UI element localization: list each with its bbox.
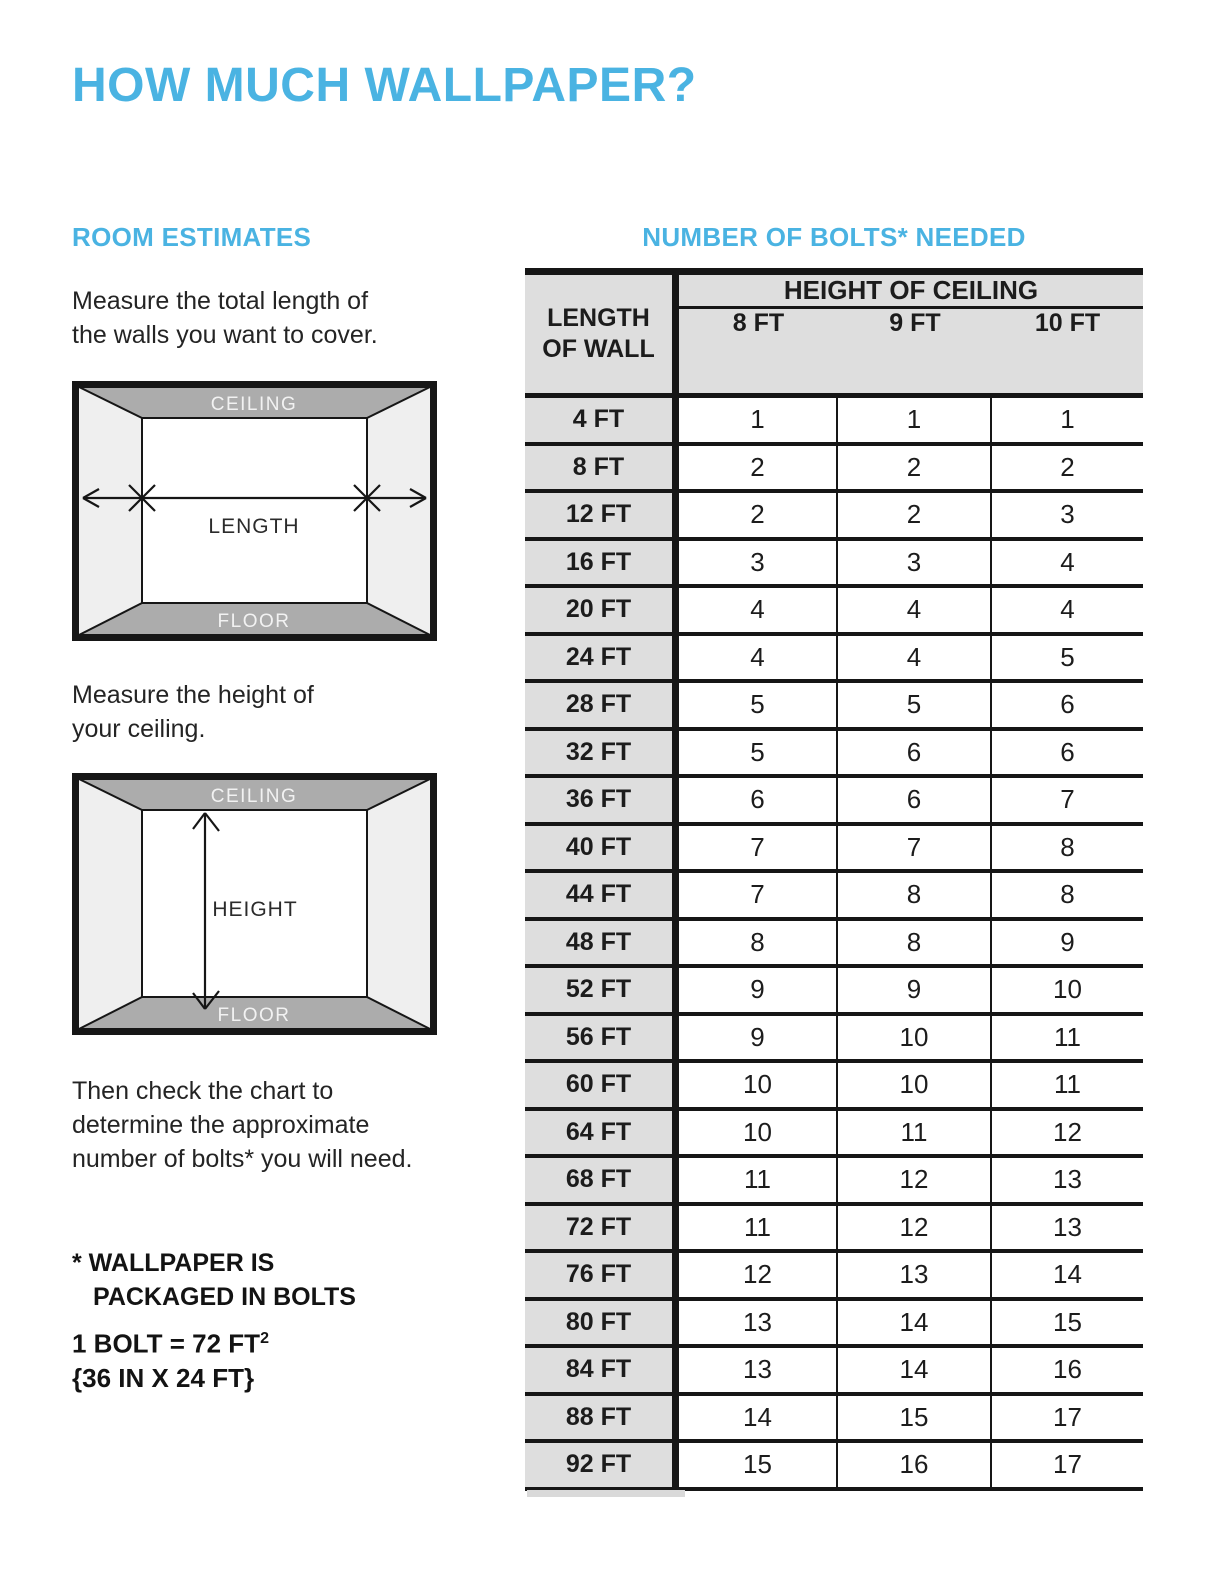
bolt-count-cell: 5 [1060, 641, 1075, 672]
floor-label: FLOOR [217, 1005, 291, 1026]
table-row [525, 1063, 1143, 1111]
bolt-count-cell: 8 [1060, 879, 1075, 910]
step3-line2: determine the approximate [72, 1111, 370, 1139]
table-row [525, 588, 1143, 636]
bolt-count-cell: 14 [1053, 1259, 1082, 1290]
bolt-count-cell: 8 [838, 873, 992, 917]
length-of-wall-header [525, 275, 679, 393]
bolt-count-cell: 9 [679, 968, 838, 1012]
bolt-count-cell: 7 [1060, 784, 1075, 815]
bolt-count-cell: 9 [838, 968, 992, 1012]
table-row [525, 968, 1143, 1016]
table-row [525, 731, 1143, 779]
bolt-count-cell: 5 [679, 683, 838, 727]
bolt-count-cell: 6 [1060, 689, 1075, 720]
bolt-count-cell: 4 [1060, 594, 1075, 625]
column-header-10ft: 10 FT [1034, 309, 1101, 337]
bolt-count-cell: 11 [1054, 1069, 1081, 1100]
bolt-count-cell: 1 [679, 398, 838, 442]
step2-text [72, 678, 314, 746]
step3-text [72, 1074, 412, 1176]
bolt-count-cell: 9 [1060, 926, 1075, 957]
bolt-count-cell: 4 [679, 588, 838, 632]
bolt-count-cell: 15 [838, 1396, 992, 1440]
step2-line1: Measure the height of [72, 681, 314, 709]
bolt-count-cell: 16 [838, 1443, 992, 1487]
table-row [525, 398, 1143, 446]
bolt-count-cell: 13 [679, 1301, 838, 1345]
bolt-count-cell: 6 [679, 778, 838, 822]
bolt-count-cell: 14 [838, 1301, 992, 1345]
bolts-table [525, 268, 1143, 1491]
wall-length-cell: 88 FT [525, 1396, 679, 1440]
bolts-needed-heading: NUMBER OF BOLTS* NEEDED [642, 222, 1026, 252]
bolt-count-cell: 13 [679, 1348, 838, 1392]
table-row [525, 1206, 1143, 1254]
table-row [525, 778, 1143, 826]
bolt-count-cell: 7 [679, 873, 838, 917]
wall-length-cell: 8 FT [525, 446, 679, 490]
wall-length-cell: 20 FT [525, 588, 679, 632]
bolt-count-cell: 14 [679, 1396, 838, 1440]
length-label: LENGTH [208, 515, 300, 538]
bolt-count-cell: 5 [838, 683, 992, 727]
bolt-count-cell: 2 [838, 493, 992, 537]
bolt-count-cell: 11 [1054, 1021, 1081, 1052]
bolt-count-cell: 2 [679, 446, 838, 490]
right-wall [367, 778, 432, 1030]
left-wall [77, 778, 142, 1030]
bolt-count-cell: 4 [838, 588, 992, 632]
table-row [525, 493, 1143, 541]
bolt-count-cell: 11 [679, 1158, 838, 1202]
table-row [525, 1396, 1143, 1444]
bolt-count-cell: 2 [838, 446, 992, 490]
step2-line2: your ceiling. [72, 715, 206, 743]
table-row [525, 446, 1143, 494]
wall-length-cell: 60 FT [525, 1063, 679, 1107]
bolt-count-cell: 7 [679, 826, 838, 870]
footnote-line1: * WALLPAPER IS [72, 1249, 275, 1277]
step3-line1: Then check the chart to [72, 1077, 334, 1105]
bolts-footnote [72, 1246, 356, 1314]
footnote-line2: PACKAGED IN BOLTS [93, 1283, 356, 1311]
table-row [525, 541, 1143, 589]
room-estimates-heading: ROOM ESTIMATES [72, 222, 312, 252]
bolt-count-cell: 10 [838, 1016, 992, 1060]
bolt-count-cell: 8 [679, 921, 838, 965]
wall-length-cell: 52 FT [525, 968, 679, 1012]
bolt-count-cell: 12 [838, 1206, 992, 1250]
bolt-count-cell: 13 [1053, 1211, 1082, 1242]
floor-label: FLOOR [217, 611, 291, 632]
bolt-count-cell: 9 [679, 1016, 838, 1060]
bolt-count-cell: 17 [1053, 1449, 1082, 1480]
table-header [525, 275, 1143, 398]
wall-length-cell: 48 FT [525, 921, 679, 965]
bolt-count-cell: 15 [679, 1443, 838, 1487]
bolt-count-cell: 1 [1060, 404, 1075, 435]
bolt-count-cell: 11 [838, 1111, 992, 1155]
bolt-count-cell: 12 [679, 1253, 838, 1297]
table-row [525, 1348, 1143, 1396]
table-row [525, 636, 1143, 684]
table-row [525, 1016, 1143, 1064]
bolt-count-cell: 16 [1053, 1354, 1082, 1385]
wall-length-cell: 32 FT [525, 731, 679, 775]
wall-length-cell: 92 FT [525, 1443, 679, 1487]
bolt-count-cell: 5 [679, 731, 838, 775]
table-row [525, 1111, 1143, 1159]
wall-length-cell: 80 FT [525, 1301, 679, 1345]
bolt-count-cell: 15 [1053, 1306, 1082, 1337]
bolt-count-cell: 12 [838, 1158, 992, 1202]
bolt-count-cell: 10 [1053, 974, 1082, 1005]
height-of-ceiling-header: HEIGHT OF CEILING [679, 275, 1143, 309]
wall-length-cell: 12 FT [525, 493, 679, 537]
table-row [525, 921, 1143, 969]
bolt-count-cell: 3 [838, 541, 992, 585]
table-row [525, 1253, 1143, 1301]
bolt-count-cell: 8 [838, 921, 992, 965]
wall-length-cell: 44 FT [525, 873, 679, 917]
wall-length-cell: 76 FT [525, 1253, 679, 1297]
wall-length-cell: 16 FT [525, 541, 679, 585]
wall-length-cell: 36 FT [525, 778, 679, 822]
step1-text [72, 284, 378, 352]
wall-length-cell: 40 FT [525, 826, 679, 870]
bolt-count-cell: 14 [838, 1348, 992, 1392]
column-header-8ft: 8 FT [732, 309, 785, 337]
bolt-size-line1 [72, 1322, 269, 1361]
bolt-count-cell: 17 [1053, 1401, 1082, 1432]
height-label: HEIGHT [212, 898, 298, 921]
bolt-count-cell: 6 [1060, 736, 1075, 767]
bolt-count-cell: 8 [1060, 831, 1075, 862]
wall-length-cell: 68 FT [525, 1158, 679, 1202]
room-height-diagram [72, 773, 437, 1035]
page-title: HOW MUCH WALLPAPER? [72, 59, 697, 112]
wall-length-cell: 84 FT [525, 1348, 679, 1392]
bolts-table-body [525, 398, 1143, 1491]
bolt-count-cell: 11 [679, 1206, 838, 1250]
bolt-count-cell: 2 [1060, 451, 1075, 482]
bolt-count-cell: 12 [1053, 1116, 1082, 1147]
wall-length-cell: 64 FT [525, 1111, 679, 1155]
bolt-size-line2: {36 IN X 24 FT} [72, 1362, 255, 1393]
table-row [525, 826, 1143, 874]
ceiling-height-columns [679, 309, 1143, 338]
bolt-count-cell: 4 [1060, 546, 1075, 577]
bolt-count-cell: 3 [1060, 499, 1075, 530]
table-row [525, 1301, 1143, 1349]
wall-length-cell: 4 FT [525, 398, 679, 442]
bolt-count-cell: 10 [679, 1111, 838, 1155]
bolt-count-cell: 4 [679, 636, 838, 680]
step1-line1: Measure the total length of [72, 287, 369, 315]
bolt-count-cell: 1 [838, 398, 992, 442]
bolt-size-note [72, 1322, 269, 1395]
table-bottom-stub [527, 1490, 685, 1497]
room-length-diagram [72, 381, 437, 641]
ceiling-label: CEILING [210, 786, 298, 807]
ceiling-label: CEILING [210, 394, 298, 415]
column-header-9ft: 9 FT [889, 309, 941, 337]
step1-line2: the walls you want to cover. [72, 321, 378, 349]
bolt-count-cell: 13 [838, 1253, 992, 1297]
length-header-line1: LENGTH [547, 304, 650, 332]
bolt-count-cell: 10 [679, 1063, 838, 1107]
bolt-count-cell: 4 [838, 636, 992, 680]
bolt-count-cell: 3 [679, 541, 838, 585]
step3-line3: number of bolts* you will need. [72, 1145, 413, 1173]
wall-length-cell: 56 FT [525, 1016, 679, 1060]
wall-length-cell: 24 FT [525, 636, 679, 680]
table-row [525, 1158, 1143, 1206]
length-header-line2: OF WALL [542, 335, 655, 363]
table-row [525, 873, 1143, 921]
back-wall [142, 418, 367, 603]
bolt-count-cell: 7 [838, 826, 992, 870]
bolt-count-cell: 13 [1053, 1164, 1082, 1195]
bolt-count-cell: 2 [679, 493, 838, 537]
right-wall [367, 386, 432, 636]
wall-length-cell: 28 FT [525, 683, 679, 727]
bolt-count-cell: 6 [838, 778, 992, 822]
bolt-count-cell: 10 [838, 1063, 992, 1107]
bolt-size-superscript: 2 [260, 1330, 269, 1347]
table-row [525, 683, 1143, 731]
bolt-count-cell: 6 [838, 731, 992, 775]
bolt-size-text: 1 BOLT = 72 FT [72, 1328, 261, 1359]
left-wall [77, 386, 142, 636]
wall-length-cell: 72 FT [525, 1206, 679, 1250]
table-row [525, 1443, 1143, 1491]
